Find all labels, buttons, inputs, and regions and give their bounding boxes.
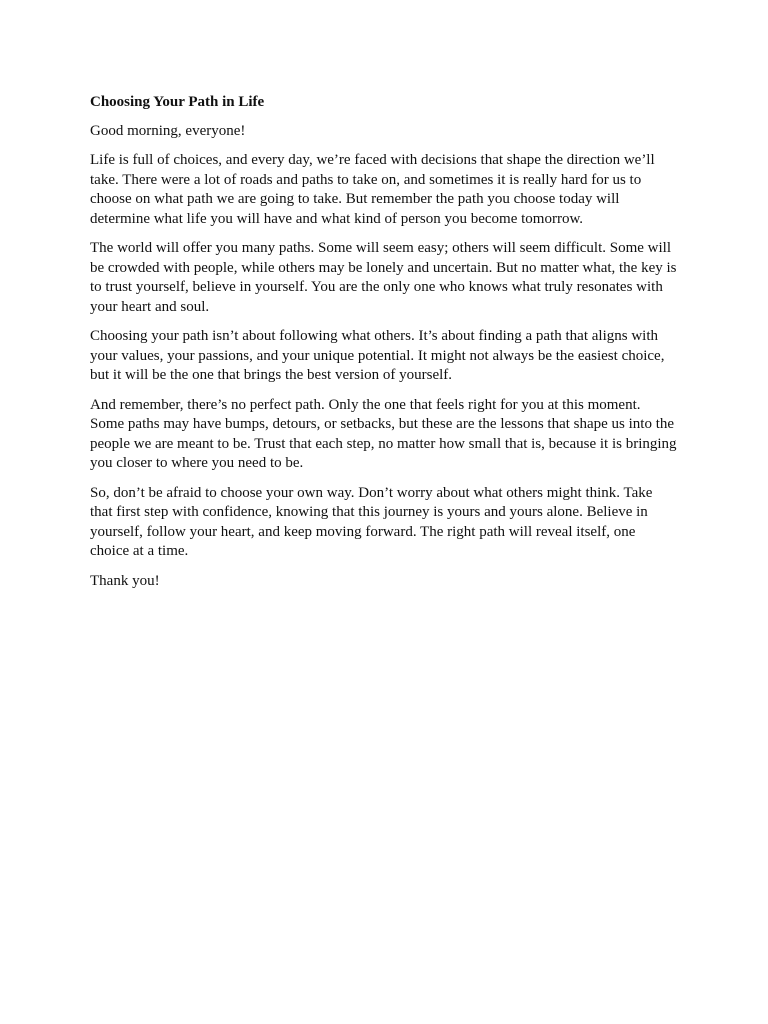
document-title: Choosing Your Path in Life [90,94,265,110]
body-paragraph-4: And remember, there’s no perfect path. Only the one that feels right for you at this moment. Some paths may have bumps, detours, or setbacks, but these are the lessons that shape us into the people we are meant to be. Trust that each step, no matter how small that is, because it is bringing you closer to where you need to be. [90,396,677,471]
body-paragraph-5: So, don’t be afraid to choose your own way. Don’t worry about what others might think. Take that first step with confidence, knowing that this journey is yours and yours alone. Believe in yourself, follow your heart, and keep moving forward. The right path will reveal itself, one choice at a time. [90,484,653,559]
body-paragraph-3: Choosing your path isn’t about following what others. It’s about finding a path that aligns with your values, your passions, and your unique potential. It might not always be the easiest choice, but it will be the one that brings the best version of yourself. [90,328,665,383]
body-paragraph-1: Life is full of choices, and every day, we’re faced with decisions that shape the direction we’ll take. There were a lot of roads and paths to take on, and sometimes it is really hard for us to choose on what path we are going to take. But remember the path you choose today will determine what life you will have and what kind of person you become tomorrow. [90,152,655,227]
closing-paragraph: Thank you! [90,572,160,589]
body-paragraph-2: The world will offer you many paths. Some will seem easy; others will seem difficult. Some will be crowded with people, while others may be lonely and uncertain. But no matter what, the key is to trust yourself, believe in yourself. You are the only one who knows what truly resonates with your heart and soul. [90,240,677,315]
greeting-paragraph: Good morning, everyone! [90,122,246,139]
